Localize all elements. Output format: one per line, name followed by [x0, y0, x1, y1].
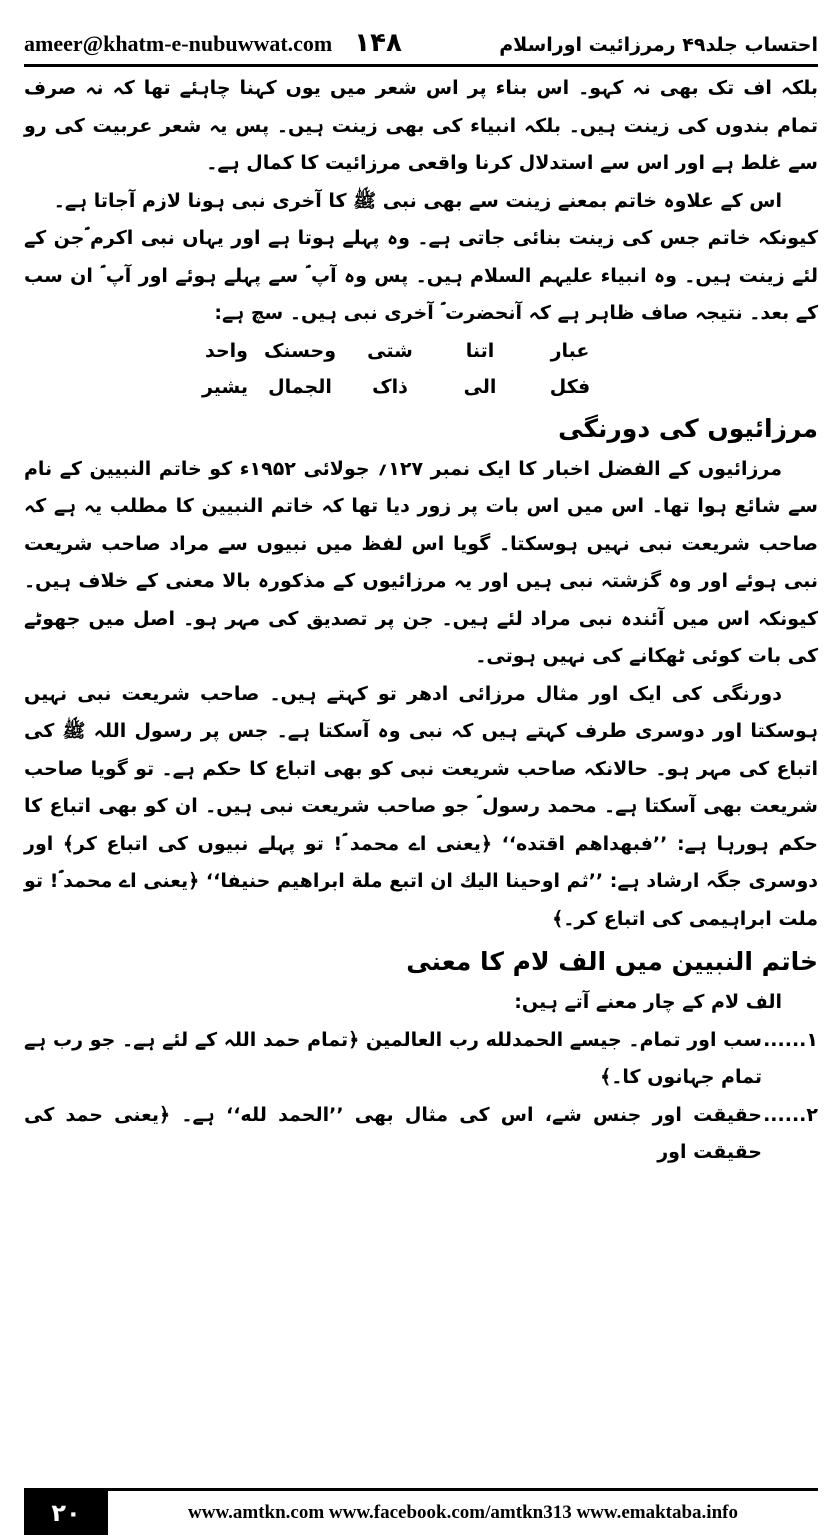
list-text: حقیقت اور جنس شے، اس کی مثال بھی ’’الحمد لله‘‘ ہے۔ ﴿یعنی حمد کی حقیقت اور — [24, 1103, 762, 1163]
footer-links[interactable]: www.amtkn.com www.facebook.com/amtkn313 www.emaktaba.info — [188, 1502, 738, 1523]
verse-word: فکل — [549, 375, 591, 398]
paragraph: مرزائیوں کے الفضل اخبار کا ایک نمبر ۱۲۷؍ جولائی ۱۹۵۲ء کو خاتم النبیین کے نام سے شائع ہوا تھا۔ اس میں اس بات پر زور دیا تھا کہ خاتم النبیین کا مطلب یہ ہے کہ صاحب شریعت نبی نہیں ہوسکتا۔ گویا اس لفظ میں نبیوں سے مراد صاحب شریعت نبی ہوئے اور وہ گزشتہ نبی ہیں اور یہ مرزائیوں کے مذکورہ بالا معنی کے خلاف ہیں۔ کیونکہ اس میں آئندہ نبی مراد لئے ہیں۔ جن پر تصدیق کی مہر ہو۔ اصل میں جھوٹے کی بات کوئی ٹھکانے کی نہیں ہوتی۔ — [24, 457, 818, 667]
list-text: سب اور تمام۔ جیسے الحمدلله رب العالمين ﴿تمام حمد اللہ کے لئے ہے۔ جو رب ہے تمام جہانوں کا۔﴾ — [24, 1028, 762, 1088]
verse-word: الجمال — [268, 375, 332, 398]
list-number: ۲...... — [763, 1103, 818, 1126]
list-number: ۱...... — [763, 1028, 818, 1051]
verse-word: عبار — [550, 339, 590, 362]
verse-word: یشیر — [201, 375, 248, 398]
page-header — [24, 14, 818, 67]
paragraph: اس کے علاوہ خاتم بمعنے زینت سے بھی نبی ﷺ کا آخری نبی ہونا لازم آجاتا ہے۔ — [53, 189, 782, 212]
footer-page-number: ۲۰ — [24, 1491, 108, 1535]
paragraph: دورنگی کی ایک اور مثال مرزائی ادھر تو کہتے ہیں۔ صاحب شریعت نبی نہیں ہوسکتا اور دوسری طرف کہتے ہیں کہ نبی وہ آسکتا ہے۔ جس پر رسول اللہ ﷺ کی اتباع کی مہر ہو۔ حالانکہ صاحب شریعت نبی کو بھی اتباع کا حکم ہے۔ تو گویا صاحب شریعت بھی آسکتا ہے۔ محمد رسول ؐ جو صاحب شریعت نبی ہیں۔ ان کو بھی اتباع کا حکم ہورہا ہے: ’’فبهداهم اقتده‘‘ ﴿یعنی اے محمد ؐ! تو پہلے نبیوں کی اتباع کر﴾ اور دوسری جگہ ارشاد ہے: ’’ثم اوحينا اليك ان اتبع ملة ابراهيم حنيفا‘‘ ﴿یعنی اے محمد ؐ! تو ملت ابراہیمی کی اتباع کر۔﴾ — [24, 682, 818, 930]
paragraph: بلکہ اف تک بھی نہ کہو۔ اس بناء پر اس شعر میں یوں کہنا چاہئے تھا کہ نہ صرف تمام بندوں کی زینت ہیں۔ بلکہ انبیاء کی بھی زینت ہیں۔ پس یہ شعر عربیت کی رو سے غلط ہے اور اس سے استدلال کرنا واقعی مرزائیت کا کمال ہے۔ — [24, 77, 818, 174]
verse-word: الی — [463, 375, 497, 398]
verse-word: واحد — [205, 339, 248, 362]
verse-word: وحسنک — [263, 339, 337, 362]
poetry-verse-end-2 — [24, 369, 248, 405]
section-heading: مرزائیوں کی دورنگی — [558, 413, 818, 443]
verse-word: ذاک — [372, 375, 408, 398]
page-footer — [24, 1488, 818, 1535]
page-body — [24, 70, 818, 1172]
header-email[interactable]: ameer@khatm-e-nubuwwat.com — [24, 31, 333, 56]
header-page-number: ۱۴۸ — [354, 28, 402, 58]
verse-word: شتی — [367, 339, 413, 362]
section-heading: خاتم النبیین میں الف لام کا معنی — [406, 947, 818, 976]
header-left — [24, 28, 402, 64]
list-item — [24, 1022, 818, 1097]
poetry-verse-end-1 — [24, 333, 248, 369]
header-book-title: احتساب جلد۴۹ رمرزائیت اوراسلام — [499, 34, 818, 56]
list-item — [24, 1097, 818, 1172]
paragraph: کیونکہ خاتم جس کی زینت بنائی جاتی ہے۔ وہ پہلے ہوتا ہے اور یہاں نبی اکرم ؐجن کے لئے زینت ہیں۔ وہ انبیاء علیہم السلام ہیں۔ پس وہ آپ ؐ سے پہلے ہوئے اور آپ ؐ ان سب کے بعد۔ نتیجہ صاف ظاہر ہے کہ آنحضرت ؐ آخری نبی ہیں۔ سچ ہے: — [24, 227, 818, 324]
paragraph: الف لام کے چار معنے آتے ہیں: — [514, 991, 782, 1013]
verse-word: اتنا — [465, 339, 495, 362]
